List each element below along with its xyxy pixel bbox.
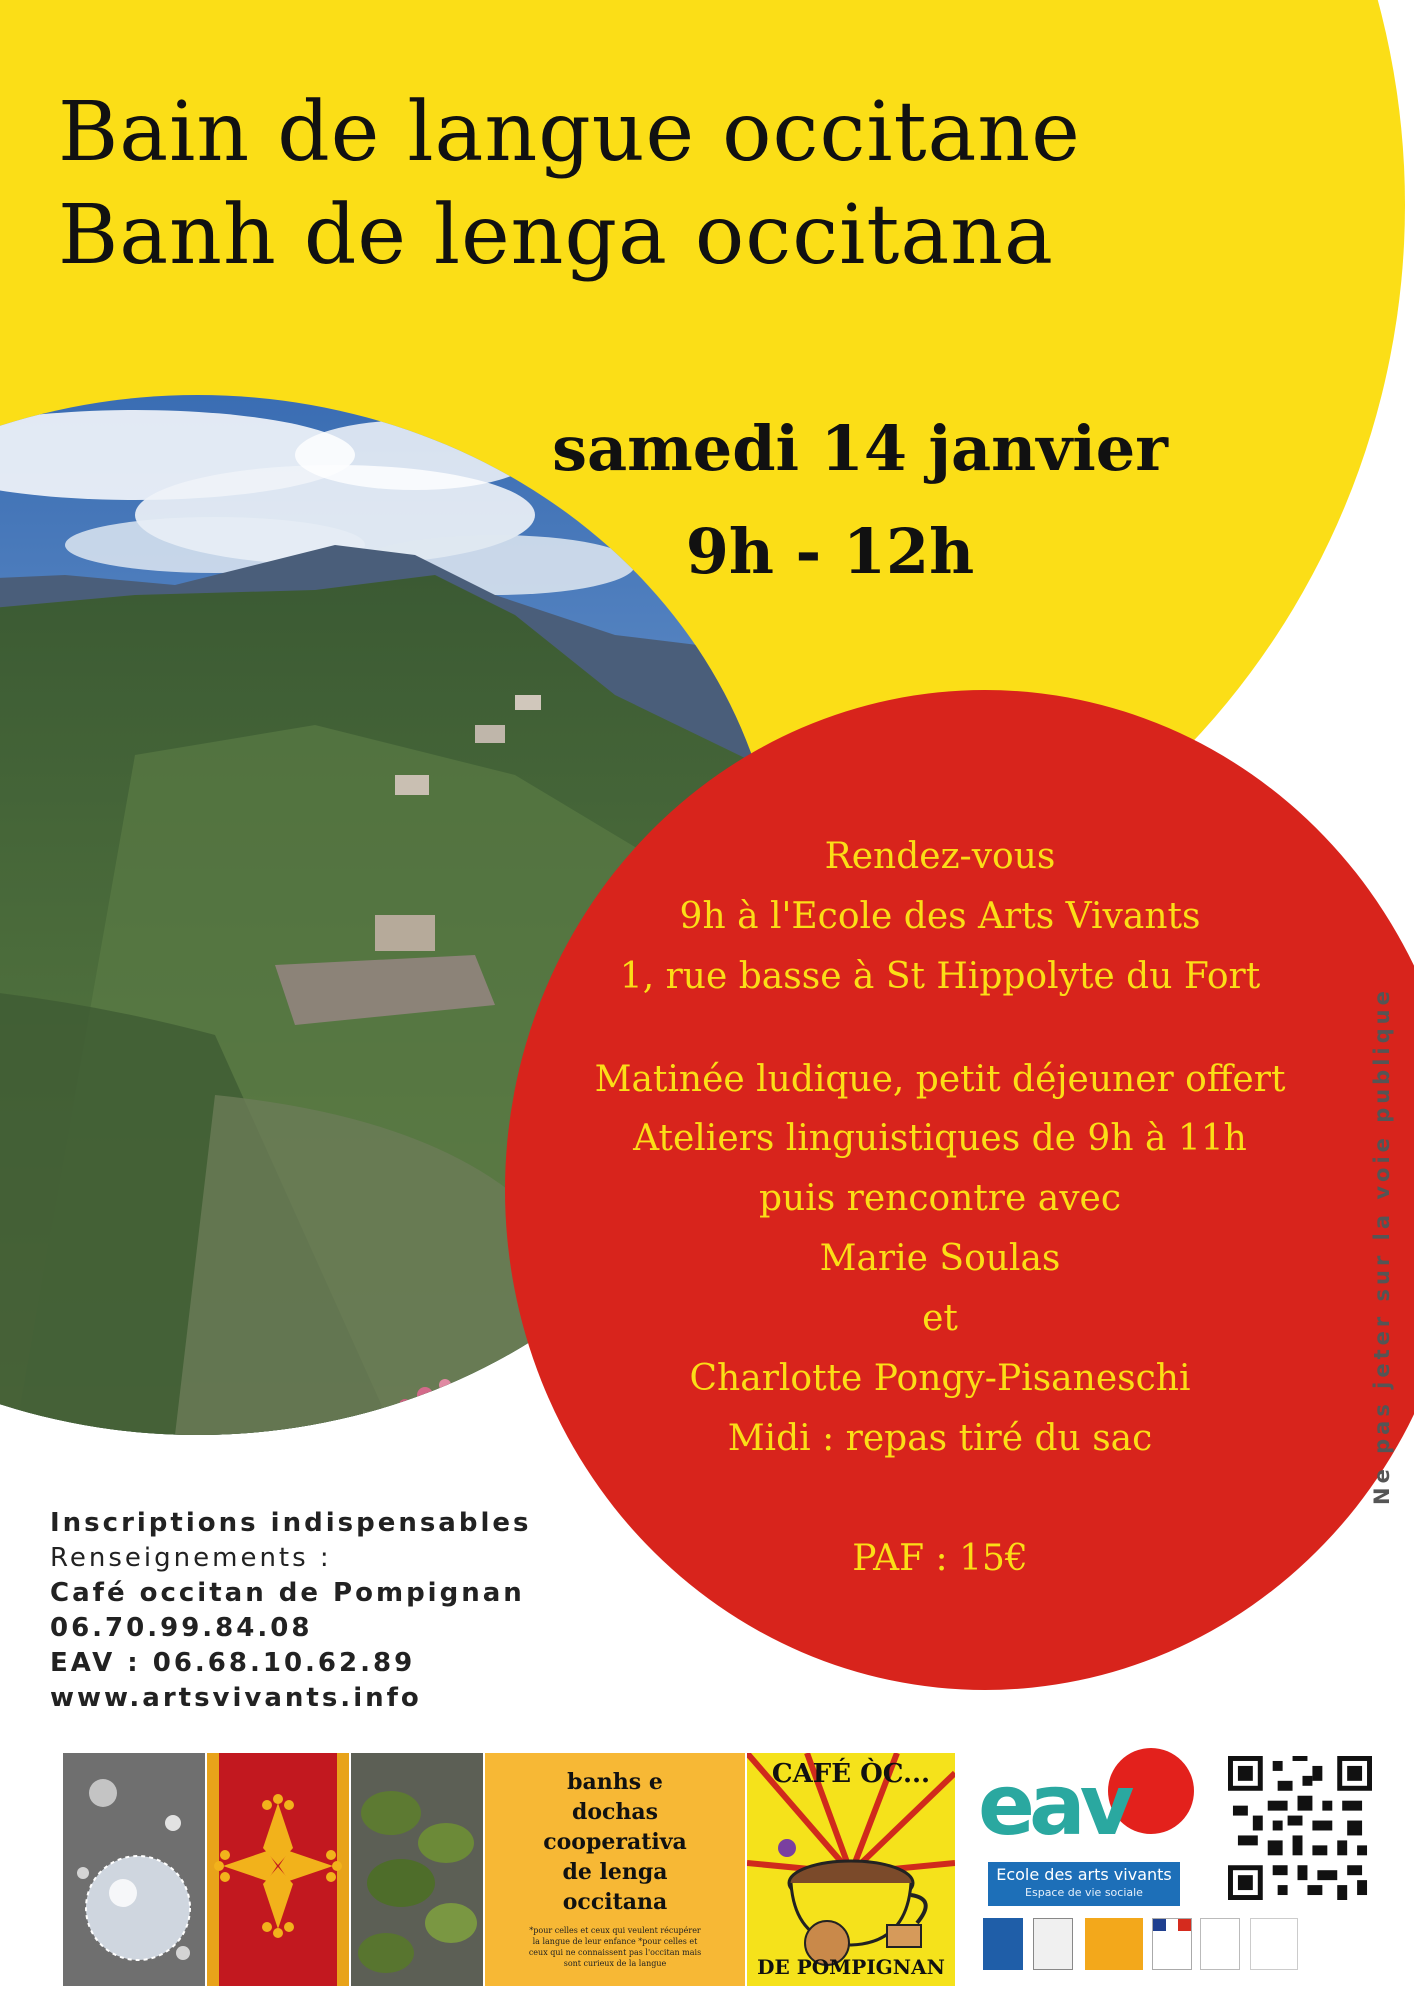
- coop-line: occitana: [562, 1889, 668, 1915]
- speaker-2: Charlotte Pongy-Pisaneschi: [689, 1358, 1191, 1399]
- plants-image: [351, 1753, 483, 1986]
- coop-name: [485, 1767, 745, 1917]
- occitan-cross-icon: [207, 1753, 349, 1986]
- coop-line: de lenga: [562, 1859, 668, 1885]
- partner-logo-fdva: [1200, 1918, 1240, 1970]
- banner-tile-cafe-oc: [747, 1753, 955, 1986]
- speaker-conjunction: et: [922, 1298, 958, 1339]
- title-line-french: Bain de langue occitane: [58, 85, 1081, 180]
- organizer-name: Café occitan de Pompignan: [50, 1578, 525, 1608]
- meet-time-place: 9h à l'Ecole des Arts Vivants: [679, 896, 1201, 937]
- event-date: samedi 14 janvier: [552, 412, 1168, 485]
- phone-1: 06.70.99.84.08: [50, 1613, 313, 1643]
- vertical-note: Ne pas jeter sur la voie publique: [1370, 987, 1394, 1505]
- coop-line: banhs e: [567, 1769, 663, 1795]
- phone-2: EAV : 06.68.10.62.89: [50, 1648, 416, 1678]
- cafe-place: DE POMPIGNAN: [757, 1955, 945, 1979]
- partner-logo-gard: [1085, 1918, 1143, 1970]
- eav-logo: [978, 1748, 1198, 1860]
- registration-required: Inscriptions indispensables: [50, 1508, 532, 1538]
- banner-tile-cooperative: [485, 1753, 745, 1986]
- meet-address: 1, rue basse à St Hippolyte du Fort: [619, 956, 1261, 997]
- eav-name: Ecole des arts vivants: [996, 1865, 1172, 1884]
- coop-note: *pour celles et ceux qui veulent récupérer la langue de leur enfance *pour celles et ceux qui ne connaissent pas l'occitan mais sont curieux de la langue: [528, 1926, 702, 1968]
- program-line-3: puis rencontre avec: [758, 1178, 1122, 1219]
- eav-tagline: Espace de vie sociale: [1025, 1886, 1143, 1899]
- banner-tile-occitan-cross: [207, 1753, 349, 1986]
- program-line-2: Ateliers linguistiques de 9h à 11h: [633, 1118, 1247, 1159]
- eav-name-badge: [988, 1862, 1180, 1906]
- cafe-title: CAFÉ ÒC...: [771, 1759, 931, 1789]
- price: PAF : 15€: [852, 1538, 1028, 1579]
- info-label: Renseignements :: [50, 1543, 332, 1573]
- event-hours: 9h - 12h: [685, 515, 975, 588]
- partner-logo-caf: [983, 1918, 1023, 1970]
- partner-logo-town: [1033, 1918, 1073, 1970]
- program-line-1: Matinée ludique, petit déjeuner offert: [594, 1059, 1286, 1100]
- disco-ball-image: [63, 1753, 205, 1986]
- meet-label: Rendez-vous: [824, 836, 1056, 877]
- website-link[interactable]: www.artsvivants.info: [50, 1683, 422, 1713]
- coop-line: dochas: [571, 1799, 659, 1825]
- title-line-occitan: Banh de lenga occitana: [58, 188, 1054, 283]
- partner-logo-ministry: [1152, 1918, 1192, 1970]
- qr-code-icon: [1228, 1756, 1372, 1900]
- partner-logo-piemont: [1250, 1918, 1298, 1970]
- banner-tile-plants: [351, 1753, 483, 1986]
- lunch-info: Midi : repas tiré du sac: [727, 1418, 1153, 1459]
- coop-line: cooperativa: [543, 1829, 687, 1855]
- eav-logo-letters: eav: [978, 1756, 1129, 1854]
- banner-tile-disco-ball: [63, 1753, 205, 1986]
- speaker-1: Marie Soulas: [819, 1238, 1061, 1279]
- qr-code[interactable]: [1228, 1756, 1372, 1900]
